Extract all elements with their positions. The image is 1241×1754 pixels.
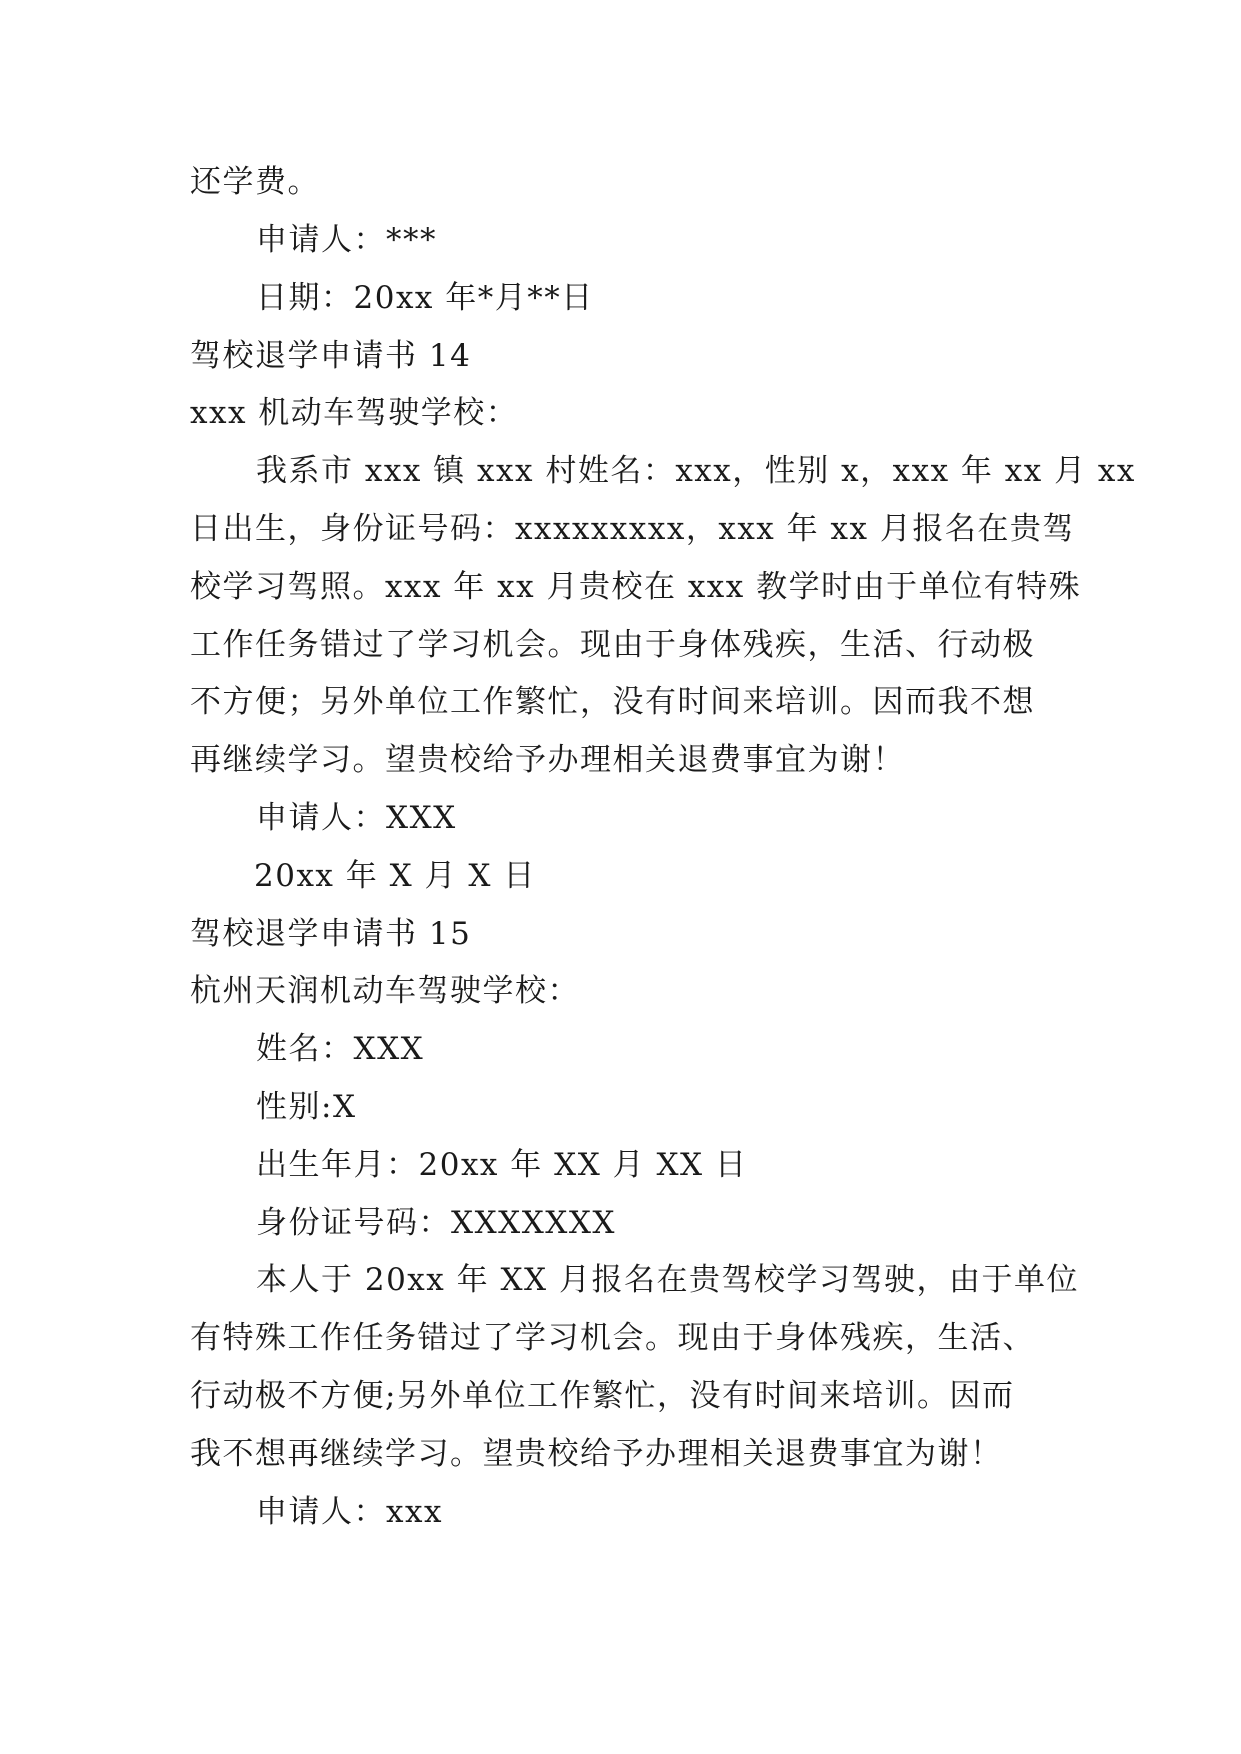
text-line: 还学费。 [190, 164, 320, 200]
field-line: 身份证号码：XXXXXXX [256, 1205, 616, 1241]
body-line: 我不想再继续学习。望贵校给予办理相关退费事宜为谢！ [190, 1436, 1003, 1472]
body-line: 我系市 xxx 镇 xxx 村姓名：xxx，性别 x，xxx 年 xx 月 xx [256, 453, 1136, 489]
body-line: 本人于 20xx 年 XX 月报名在贵驾校学习驾驶，由于单位 [256, 1262, 1079, 1298]
applicant-line: 申请人：xxx [256, 1494, 443, 1530]
body-line: 日出生，身份证号码：xxxxxxxxx，xxx 年 xx 月报名在贵驾 [190, 511, 1075, 547]
body-line: 不方便；另外单位工作繁忙，没有时间来培训。因而我不想 [190, 684, 1035, 720]
section-title-14: 驾校退学申请书 14 [190, 338, 472, 374]
body-line: 再继续学习。望贵校给予办理相关退费事宜为谢！ [190, 742, 905, 778]
body-line: 有特殊工作任务错过了学习机会。现由于身体残疾，生活、 [190, 1320, 1035, 1356]
date-line: 20xx 年 X 月 X 日 [254, 858, 536, 894]
body-line: 工作任务错过了学习机会。现由于身体残疾，生活、行动极 [190, 627, 1035, 663]
field-line: 性别:X [256, 1089, 357, 1125]
body-line: 行动极不方便;另外单位工作繁忙，没有时间来培训。因而 [190, 1378, 1015, 1414]
applicant-line: 申请人：XXX [256, 800, 457, 836]
applicant-line: 申请人：*** [256, 222, 437, 258]
field-line: 出生年月：20xx 年 XX 月 XX 日 [256, 1147, 748, 1183]
body-line: 校学习驾照。xxx 年 xx 月贵校在 xxx 教学时由于单位有特殊 [190, 569, 1082, 605]
addressee-line: 杭州天润机动车驾驶学校： [190, 973, 580, 1009]
section-title-15: 驾校退学申请书 15 [190, 916, 472, 952]
date-line: 日期：20xx 年*月**日 [256, 280, 594, 316]
addressee-line: xxx 机动车驾驶学校： [190, 395, 519, 431]
field-line: 姓名：XXX [256, 1031, 425, 1067]
